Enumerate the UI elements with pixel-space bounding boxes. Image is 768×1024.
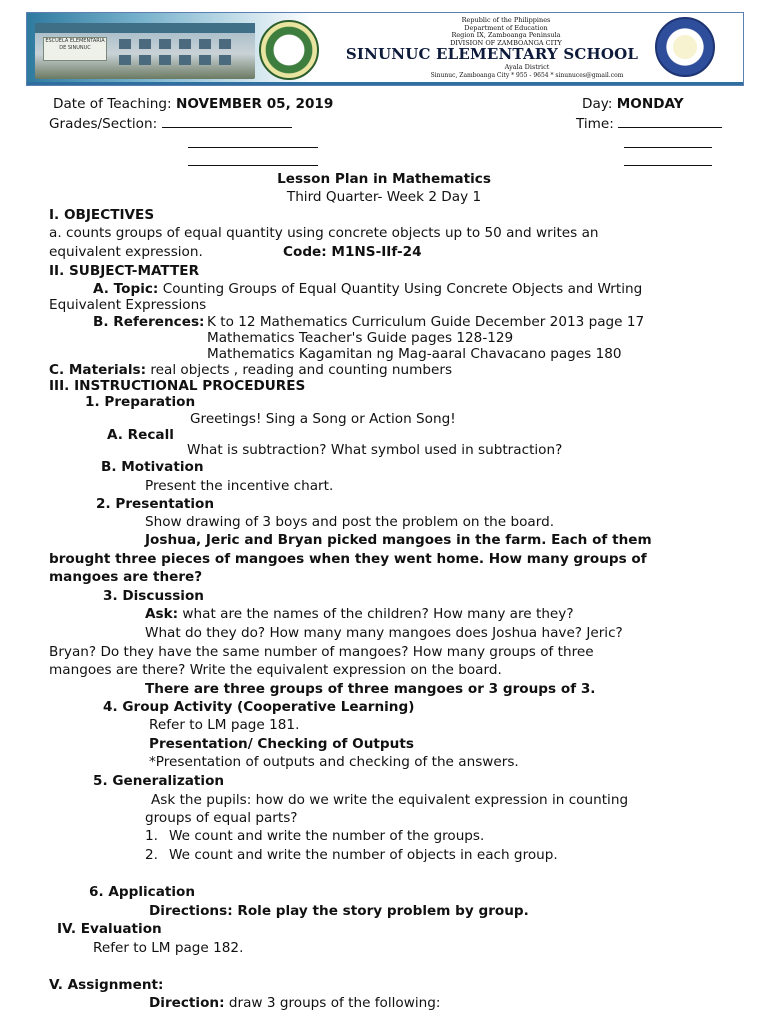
day-field [582,95,684,113]
reference-2: Mathematics Teacher's Guide pages 128-129 [207,330,514,346]
ask-text: what are the names of the children? How many are they? [182,606,574,622]
item-text: We count and write the number of the groups. [169,828,485,844]
discussion-line-3: Bryan? Do they have the same number of mangoes? How many groups of three [49,644,594,660]
time-label: Time: [576,116,614,132]
item-text: We count and write the number of objects in each group. [169,847,558,863]
subject-matter-heading: II. SUBJECT-MATTER [49,263,200,279]
assignment-heading: V. Assignment: [49,977,164,993]
problem-line-1: Joshua, Jeric and Bryan picked mangoes in the farm. Each of them [145,532,652,548]
evaluation-heading: IV. Evaluation [57,921,162,937]
direction-label: Direction: [149,995,225,1011]
problem-line-2: brought three pieces of mangoes when they went home. How many groups of [49,551,647,567]
day-label: Day: [582,96,613,112]
group-activity-ref: Refer to LM page 181. [149,717,300,733]
date-of-teaching [53,95,333,113]
motivation-heading: B. Motivation [101,459,204,475]
building-sign: ESCUELA ELEMENTARIA DE SINUNUC [43,37,107,61]
presentation-heading: 2. Presentation [96,496,215,512]
ask-line [145,605,574,623]
materials-label: C. Materials: [49,362,147,378]
references-label: B. References: [93,314,205,330]
day-value: MONDAY [616,96,684,112]
region-line: Region IX, Zamboanga Peninsula [451,31,561,40]
assignment-direction [149,994,440,1012]
topic-line-2: Equivalent Expressions [49,297,207,313]
discussion-answer: There are three groups of three mangoes or 3 groups of 3. [145,681,596,697]
direction-text: draw 3 groups of the following: [228,995,441,1011]
checking-text: *Presentation of outputs and checking of the answers. [149,754,519,770]
group-activity-heading: 4. Group Activity (Cooperative Learning) [103,699,415,715]
discussion-heading: 3. Discussion [103,588,204,604]
topic-text: Counting Groups of Equal Quantity Using Concrete Objects and Wrting [162,281,643,297]
generalization-item [145,827,484,845]
lesson-subtitle: Third Quarter- Week 2 Day 1 [286,189,482,205]
time-blank-2[interactable] [624,133,712,148]
objective-code: Code: M1NS-IIf-24 [283,244,422,260]
preparation-heading: 1. Preparation [85,394,196,410]
materials-text: real objects , reading and counting numbers [150,362,453,378]
recall-text: What is subtraction? What symbol used in subtraction? [187,442,563,458]
greetings-text: Greetings! Sing a Song or Action Song! [190,411,456,427]
date-value: NOVEMBER 05, 2019 [175,96,334,112]
evaluation-text: Refer to LM page 182. [93,940,244,956]
objective-line-2: equivalent expression. [49,244,203,260]
checking-heading: Presentation/ Checking of Outputs [149,736,414,752]
district-line: Ayala District [504,63,550,71]
grade-blank-2[interactable] [188,133,318,148]
topic-label: A. Topic: [93,281,159,297]
school-building-photo [35,23,255,79]
grade-blank[interactable] [162,114,292,128]
generalization-heading: 5. Generalization [93,773,225,789]
lesson-title: Lesson Plan in Mathematics [277,171,491,187]
item-number: 1. [145,828,158,844]
objective-line-1: a. counts groups of equal quantity using concrete objects up to 50 and writes an [49,225,599,241]
application-heading: 6. Application [89,884,196,900]
department-line: Department of Education [464,23,548,32]
deped-address-block [377,17,635,47]
banner-stripe [27,82,743,85]
discussion-line-4: mangoes are there? Write the equivalent expression on the board. [49,662,502,678]
problem-line-3: mangoes are there? [49,569,203,585]
motivation-text: Present the incentive chart. [145,478,334,494]
procedures-heading: III. INSTRUCTIONAL PROCEDURES [49,378,306,394]
contact-line: Sinunuc, Zamboanga City * 955 - 9654 * sinunuces@gmail.com [430,72,624,79]
ask-label: Ask: [145,606,179,622]
objectives-heading: I. OBJECTIVES [49,207,155,223]
reference-1: K to 12 Mathematics Curriculum Guide December 2013 page 17 [207,314,645,330]
reference-3: Mathematics Kagamitan ng Mag-aaral Chavacano pages 180 [207,346,622,362]
time-blank[interactable] [618,114,722,128]
date-label: Date of Teaching: [53,96,172,112]
generalization-item [145,846,558,864]
grade-section-field [49,114,292,133]
presentation-text: Show drawing of 3 boys and post the problem on the board. [145,514,555,530]
item-number: 2. [145,847,158,863]
time-blank-3[interactable] [624,151,712,166]
grade-blank-3[interactable] [188,151,318,166]
deped-seal-logo [655,17,715,77]
school-name: SINUNUC ELEMENTARY SCHOOL [345,45,639,63]
school-header-banner [26,12,744,86]
republic-line: Republic of the Philippines [461,16,551,24]
time-field [576,114,722,133]
recall-heading: A. Recall [107,427,174,443]
grade-label: Grades/Section: [49,116,158,132]
application-directions: Directions: Role play the story problem by group. [149,903,529,919]
school-seal-logo [259,20,319,80]
division-line: DIVISION OF ZAMBOANGA CITY [450,38,562,47]
discussion-line-2: What do they do? How many many mangoes does Joshua have? Jeric? [145,625,623,641]
generalization-line-1: Ask the pupils: how do we write the equivalent expression in counting [151,792,629,808]
generalization-line-2: groups of equal parts? [145,810,298,826]
